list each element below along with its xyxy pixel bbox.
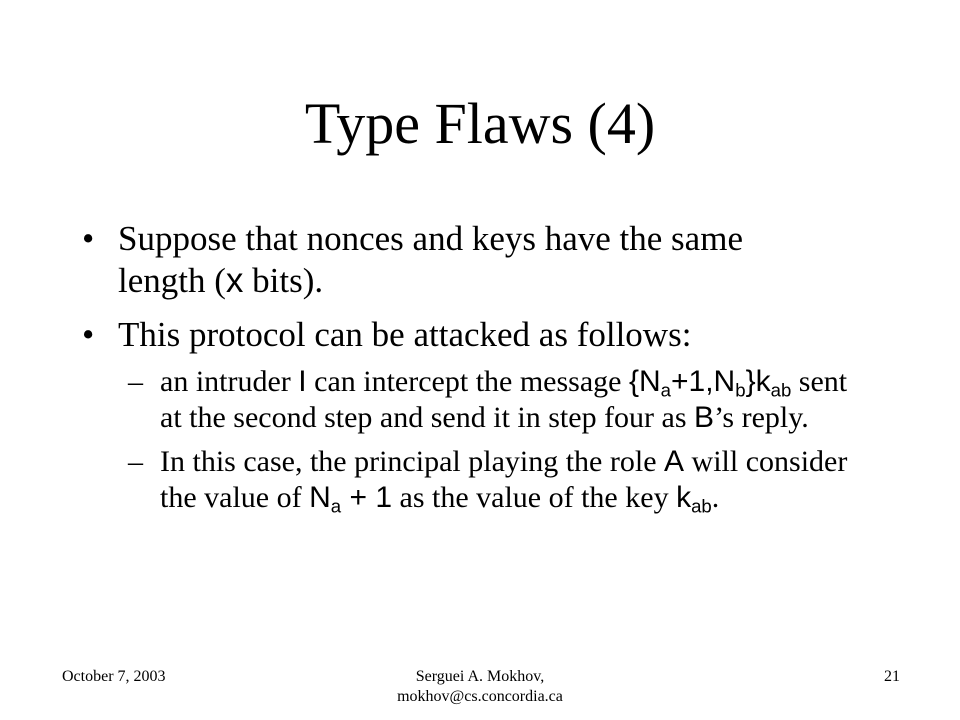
footer-page-number: 21 <box>884 668 900 685</box>
footer-author <box>330 667 630 707</box>
slide-title: Type Flaws (4) <box>304 91 656 156</box>
variable-a: A <box>664 445 685 478</box>
footer-date: October 7, 2003 <box>62 668 166 685</box>
expr-part: {N <box>628 365 661 398</box>
variable-b: B <box>694 401 715 434</box>
sub-bullet-item <box>0 444 860 516</box>
expr-subscript: a <box>660 379 672 401</box>
bullet-marker: • <box>82 219 95 258</box>
bullet-text: Suppose that nonces and keys have the same length ( <box>118 219 743 300</box>
sub-bullet-text: an intruder <box>160 365 299 398</box>
bullet-text: This protocol can be attacked as follows: <box>118 315 692 354</box>
sub-bullet-text: sent at the second step and send it in step four as <box>160 365 848 434</box>
expr-part: k <box>676 481 692 514</box>
sub-bullet-text: ’s reply. <box>714 401 809 434</box>
expr-part: }k <box>745 365 771 398</box>
bullet-item <box>0 314 818 356</box>
expr-part: + 1 <box>341 481 392 514</box>
sub-bullet-text: In this case, the principal playing the role <box>160 445 665 478</box>
sub-bullet-marker: – <box>128 445 143 478</box>
expr-part: N <box>309 481 331 514</box>
message-expression <box>628 365 792 401</box>
footer-author-name: Serguei A. Mokhov, <box>415 668 545 685</box>
sub-bullet-text: as the value of the key <box>392 481 677 514</box>
expr-subscript: b <box>735 379 746 401</box>
key-expression <box>676 481 712 517</box>
bullet-marker: • <box>82 315 95 354</box>
bullet-text: bits). <box>243 261 324 300</box>
sub-bullet-item <box>0 364 860 436</box>
expr-subscript: ab <box>770 379 792 401</box>
expr-subscript: ab <box>691 495 712 517</box>
sub-bullet-text: . <box>711 481 720 514</box>
expr-part: +1,N <box>671 365 736 398</box>
bullet-list <box>0 218 960 516</box>
sub-bullet-text: will consider the value of <box>160 445 848 514</box>
expr-subscript: a <box>330 495 342 517</box>
bullet-item <box>0 218 818 302</box>
sub-bullet-marker: – <box>128 365 143 398</box>
footer-author-email: mokhov@cs.concordia.ca <box>397 688 563 705</box>
variable-intruder: I <box>298 365 307 398</box>
variable-x: x <box>225 261 244 300</box>
nonce-expression <box>309 481 392 517</box>
sub-bullet-text: can intercept the message <box>306 365 629 398</box>
